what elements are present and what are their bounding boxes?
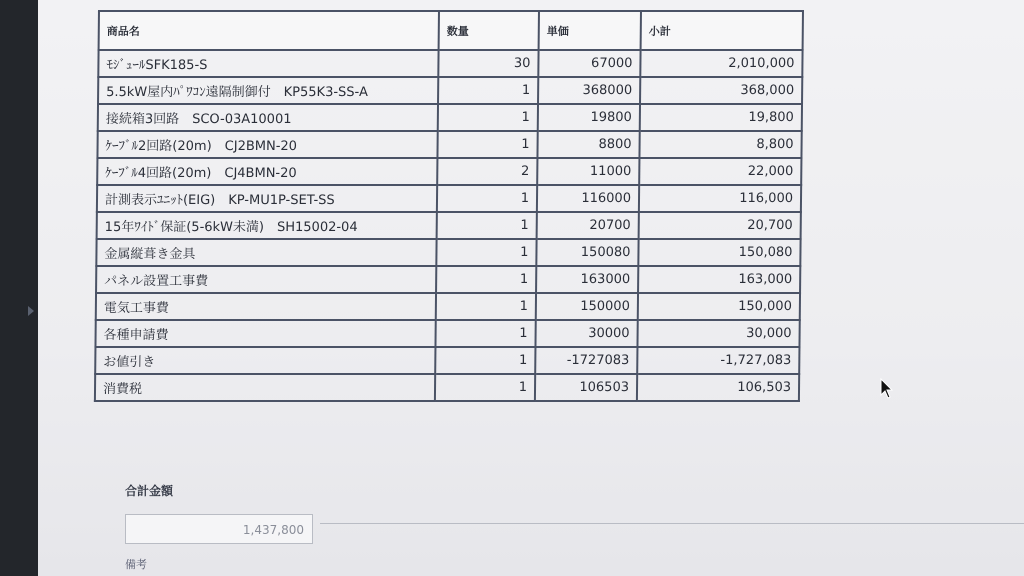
- table-row: [98, 77, 802, 104]
- total-label: 合計金額: [125, 484, 174, 498]
- cell-subtotal: 22,000: [639, 158, 801, 185]
- cell-name: ｹｰﾌﾞﾙ4回路(20m) CJ4BMN-20: [97, 158, 437, 185]
- header-unit-price: 単価: [539, 11, 641, 50]
- cell-subtotal: -1,727,083: [637, 347, 799, 374]
- cell-qty: 30: [438, 50, 538, 77]
- table-row: [97, 131, 801, 158]
- cell-qty: 1: [435, 347, 535, 374]
- cell-name: 接続箱3回路 SCO-03A10001: [98, 104, 438, 131]
- cell-unit-price: 11000: [537, 158, 639, 185]
- header-name: 商品名: [99, 11, 439, 50]
- cell-name: 消費税: [95, 374, 435, 401]
- cell-name: お値引き: [95, 347, 435, 374]
- cell-qty: 1: [436, 266, 536, 293]
- table-row: [96, 266, 800, 293]
- cell-name: 電気工事費: [96, 293, 436, 320]
- cell-subtotal: 368,000: [640, 77, 802, 104]
- table-row: [97, 185, 801, 212]
- cell-unit-price: 19800: [538, 104, 640, 131]
- cell-qty: 1: [438, 104, 538, 131]
- cell-qty: 2: [437, 158, 537, 185]
- cell-qty: 1: [436, 239, 536, 266]
- cell-subtotal: 150,080: [638, 239, 800, 266]
- cell-subtotal: 163,000: [638, 266, 800, 293]
- cell-unit-price: 67000: [538, 50, 640, 77]
- cell-qty: 1: [437, 131, 537, 158]
- cell-name: 金属縦葺き金具: [96, 239, 436, 266]
- cell-unit-price: 30000: [535, 320, 637, 347]
- cell-qty: 1: [438, 77, 538, 104]
- cell-name: ｹｰﾌﾞﾙ2回路(20m) CJ2BMN-20: [97, 131, 437, 158]
- header-subtotal: 小計: [641, 11, 803, 50]
- table-row: [98, 104, 802, 131]
- table-row: [97, 158, 801, 185]
- table-row: [95, 320, 799, 347]
- cell-subtotal: 8,800: [639, 131, 801, 158]
- cell-subtotal: 20,700: [639, 212, 801, 239]
- cell-qty: 1: [435, 374, 535, 401]
- table-row: [98, 50, 802, 77]
- cell-subtotal: 106,503: [637, 374, 799, 401]
- cell-name: ﾓｼﾞｭｰﾙSFK185-S: [98, 50, 438, 77]
- cell-unit-price: 150080: [536, 239, 638, 266]
- table-row: [95, 374, 799, 401]
- cell-name: パネル設置工事費: [96, 266, 436, 293]
- table-row: [96, 239, 800, 266]
- table-row: [96, 293, 800, 320]
- cell-qty: 1: [435, 320, 535, 347]
- cell-subtotal: 19,800: [640, 104, 802, 131]
- remarks-label: 備考: [125, 558, 147, 571]
- cell-qty: 1: [437, 185, 537, 212]
- cell-name: 各種申請費: [95, 320, 435, 347]
- cell-unit-price: 20700: [537, 212, 639, 239]
- cell-name: 計測表示ﾕﾆｯﾄ(EIG) KP-MU1P-SET-SS: [97, 185, 437, 212]
- cell-subtotal: 116,000: [639, 185, 801, 212]
- cell-unit-price: 116000: [537, 185, 639, 212]
- header-qty: 数量: [439, 11, 539, 50]
- table-header-row: [99, 11, 803, 50]
- cell-unit-price: 106503: [535, 374, 637, 401]
- table-row: [95, 347, 799, 374]
- cell-unit-price: 150000: [536, 293, 638, 320]
- total-amount-field[interactable]: 1,437,800: [125, 514, 313, 544]
- cell-unit-price: 163000: [536, 266, 638, 293]
- cell-qty: 1: [436, 293, 536, 320]
- cell-subtotal: 150,000: [638, 293, 800, 320]
- quote-table: [94, 10, 804, 402]
- cell-qty: 1: [437, 212, 537, 239]
- cell-subtotal: 30,000: [637, 320, 799, 347]
- cell-subtotal: 2,010,000: [640, 50, 802, 77]
- cell-unit-price: 368000: [538, 77, 640, 104]
- cell-unit-price: -1727083: [535, 347, 637, 374]
- cell-name: 15年ﾜｲﾄﾞ保証(5-6kW未満) SH15002-04: [97, 212, 437, 239]
- table-row: [97, 212, 801, 239]
- cell-name: 5.5kW屋内ﾊﾟﾜｺﾝ遠隔制御付 KP55K3-SS-A: [98, 77, 438, 104]
- divider: [320, 523, 1024, 524]
- expand-arrow-icon[interactable]: [28, 306, 34, 316]
- cell-unit-price: 8800: [537, 131, 639, 158]
